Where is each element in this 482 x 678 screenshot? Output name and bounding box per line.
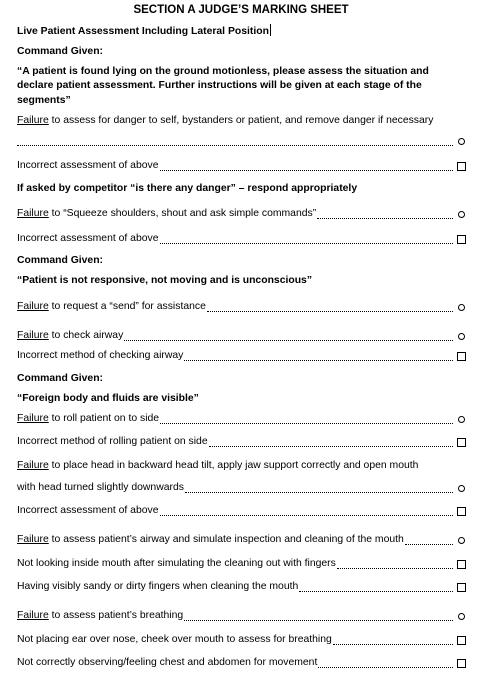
- square-checkbox[interactable]: [457, 162, 466, 171]
- danger-prompt: If asked by competitor “is there any danger” – respond appropriately: [17, 183, 358, 194]
- checklist-item: Not correctly observing/feeling chest and abdomen for movement: [17, 655, 467, 671]
- checklist-item: Failure to place head in backward head tilt, apply jaw support correctly and open mouth: [17, 460, 419, 471]
- circle-checkbox[interactable]: [458, 537, 465, 544]
- checklist-item: with head turned slightly downwards: [17, 480, 467, 496]
- checklist-item: Incorrect method of checking airway: [17, 348, 467, 364]
- circle-checkbox[interactable]: [458, 416, 465, 423]
- checklist-item: Failure to roll patient on to side: [17, 411, 467, 427]
- square-checkbox[interactable]: [457, 636, 466, 645]
- checklist-item: Incorrect assessment of above: [17, 231, 467, 247]
- text-cursor: [270, 24, 271, 36]
- square-checkbox[interactable]: [457, 235, 466, 244]
- circle-checkbox[interactable]: [458, 485, 465, 492]
- checklist-item: Not looking inside mouth after simulating the cleaning out with fingers: [17, 556, 467, 572]
- command-text: segments”: [17, 95, 71, 106]
- checklist-item: Failure to “Squeeze shoulders, shout and ask simple commands”: [17, 206, 467, 222]
- square-checkbox[interactable]: [457, 507, 466, 516]
- circle-checkbox[interactable]: [458, 138, 465, 145]
- square-checkbox[interactable]: [457, 659, 466, 668]
- checklist-item: Incorrect assessment of above: [17, 158, 467, 174]
- checklist-item: Incorrect method of rolling patient on side: [17, 434, 467, 450]
- circle-checkbox[interactable]: [458, 613, 465, 620]
- checklist-item: [17, 133, 467, 149]
- command-given-heading: Command Given:: [17, 373, 104, 384]
- checklist-item: Failure to assess patient’s airway and simulate inspection and cleaning of the mouth: [17, 532, 467, 548]
- square-checkbox[interactable]: [457, 560, 466, 569]
- command-text: “A patient is found lying on the ground motionless, please assess the situation and: [17, 66, 429, 77]
- circle-checkbox[interactable]: [458, 304, 465, 311]
- checklist-item: Failure to assess patient’s breathing: [17, 608, 467, 624]
- command-given-heading: Command Given:: [17, 46, 104, 57]
- checklist-item: Not placing ear over nose, cheek over mouth to assess for breathing: [17, 632, 467, 648]
- checklist-item: Failure to check airway: [17, 328, 467, 344]
- command-text: “Foreign body and fluids are visible”: [17, 393, 199, 404]
- square-checkbox[interactable]: [457, 352, 466, 361]
- circle-checkbox[interactable]: [458, 211, 465, 218]
- command-text: “Patient is not responsive, not moving and is unconscious”: [17, 275, 313, 286]
- checklist-item: Incorrect assessment of above: [17, 503, 467, 519]
- page-title: SECTION A JUDGE’S MARKING SHEET: [133, 4, 349, 16]
- checklist-item: Failure to request a “send” for assistance: [17, 299, 467, 315]
- subtitle: Live Patient Assessment Including Lateral Position: [17, 26, 269, 37]
- circle-checkbox[interactable]: [458, 333, 465, 340]
- checklist-item: Having visibly sandy or dirty fingers when cleaning the mouth: [17, 579, 467, 595]
- checklist-item: Failure to assess for danger to self, bystanders or patient, and remove danger if necessary: [17, 115, 434, 126]
- square-checkbox[interactable]: [457, 438, 466, 447]
- command-given-heading: Command Given:: [17, 255, 104, 266]
- command-text: declare patient assessment. Further instructions will be given at each stage of the: [17, 80, 422, 91]
- square-checkbox[interactable]: [457, 583, 466, 592]
